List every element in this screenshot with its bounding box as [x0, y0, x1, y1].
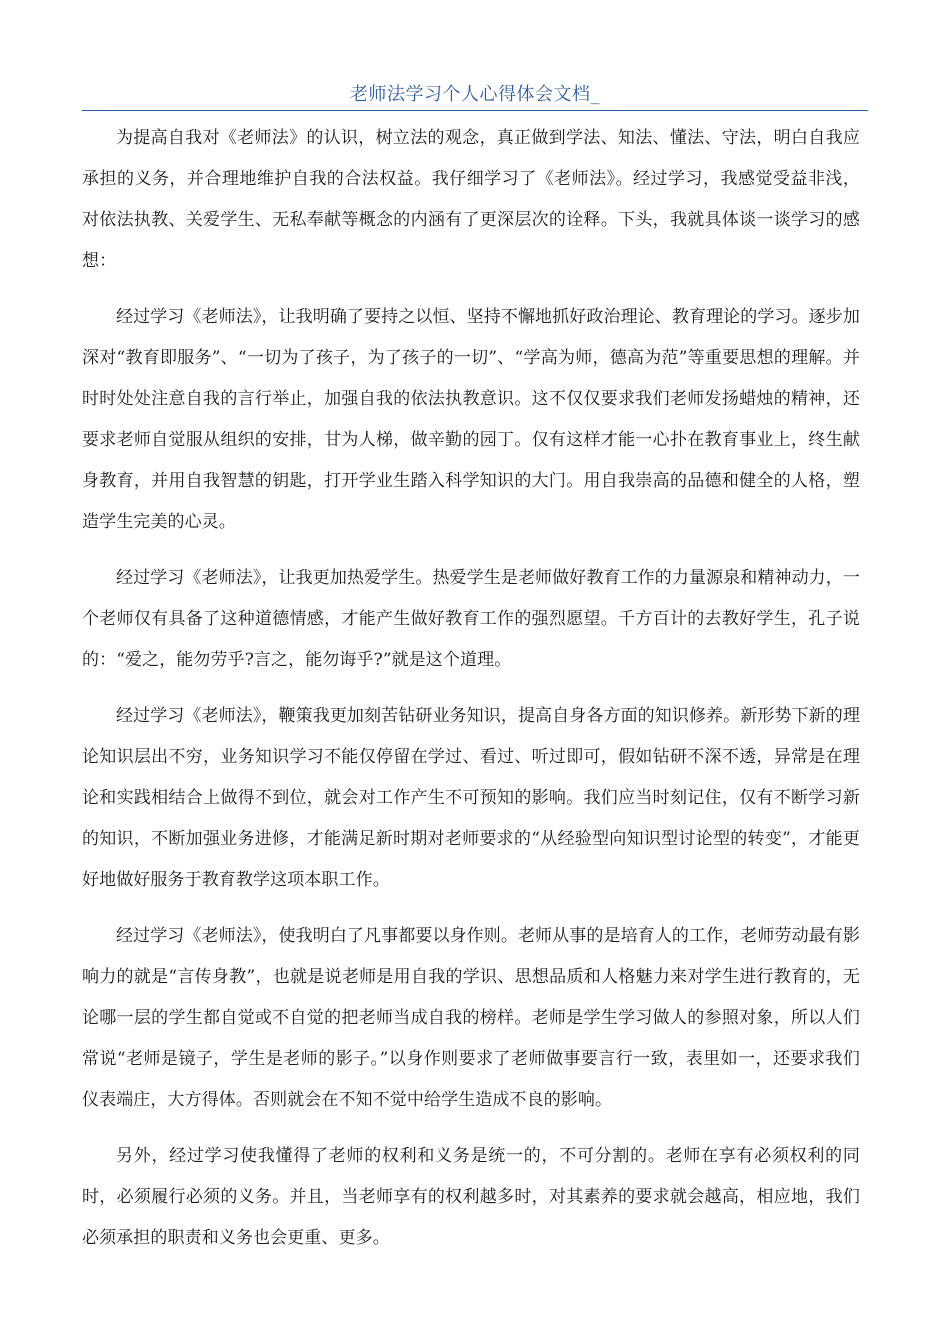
paragraph-theory-study: 经过学习《老师法》，让我明确了要持之以恒、坚持不懈地抓好政治理论、教育理论的学习。逐步加深对“教育即服务”、“一切为了孩子，为了孩子的一切”、“学高为师，德高为范”等重要思想的理解。并时时处处注意自我的言行举止，加强自我的依法执教意识。这不仅仅要求我们老师发扬蜡烛的精神，还要求老师自觉服从组织的安排，甘为人梯，做辛勤的园丁。仅有这样才能一心扑在教育事业上，终生献身教育，并用自我智慧的钥匙，打开学业生踏入科学知识的大门。用自我崇高的品德和健全的人格，塑造学生完美的心灵。 [82, 307, 860, 532]
paragraph-professional-knowledge: 经过学习《老师法》，鞭策我更加刻苦钻研业务知识，提高自身各方面的知识修养。新形势下新的理论知识层出不穷，业务知识学习不能仅停留在学过、看过、听过即可，假如钻研不深不透，异常是在理论和实践相结合上做得不到位，就会对工作产生不可预知的影响。我们应当时刻记住，仅有不断学习新的知识，不断加强业务进修，才能满足新时期对老师要求的“从经验型向知识型讨论型的转变”，才能更好地做好服务于教育教学这项本职工作。 [82, 706, 860, 890]
page-header [82, 80, 868, 111]
paragraph-intro: 为提高自我对《老师法》的认识，树立法的观念，真正做到学法、知法、懂法、守法，明白自我应承担的义务，并合理地维护自我的合法权益。我仔细学习了《老师法》。经过学习，我感觉受益非浅，对依法执教、关爱学生、无私奉献等概念的内涵有了更深层次的诠释。下头，我就具体谈一谈学习的感想： [82, 128, 860, 271]
paragraph-lead-by-example: 经过学习《老师法》，使我明白了凡事都要以身作则。老师从事的是培育人的工作，老师劳动最有影响力的就是“言传身教”，也就是说老师是用自我的学识、思想品质和人格魅力来对学生进行教育的，无论哪一层的学生都自觉或不自觉的把老师当成自我的榜样。老师是学生学习做人的参照对象，所以人们常说“老师是镜子，学生是老师的影子。”以身作则要求了老师做事要言行一致，表里如一，还要求我们仪表端庄，大方得体。否则就会在不知不觉中给学生造成不良的影响。 [82, 926, 860, 1110]
paragraph-love-students: 经过学习《老师法》，让我更加热爱学生。热爱学生是老师做好教育工作的力量源泉和精神动力，一个老师仅有具备了这种道德情感，才能产生做好教育工作的强烈愿望。千方百计的去教好学生，孔子说的：“爱之，能勿劳乎?言之，能勿诲乎?”就是这个道理。 [82, 568, 860, 670]
paragraph-rights-duties: 另外，经过学习使我懂得了老师的权利和义务是统一的，不可分割的。老师在享有必须权利的同时，必须履行必须的义务。并且，当老师享有的权利越多时，对其素养的要求就会越高，相应地，我们必须承担的职责和义务也会更重、更多。 [82, 1146, 860, 1248]
document-body [82, 118, 860, 1274]
page-title: 老师法学习个人心得体会文档_ [350, 84, 600, 105]
